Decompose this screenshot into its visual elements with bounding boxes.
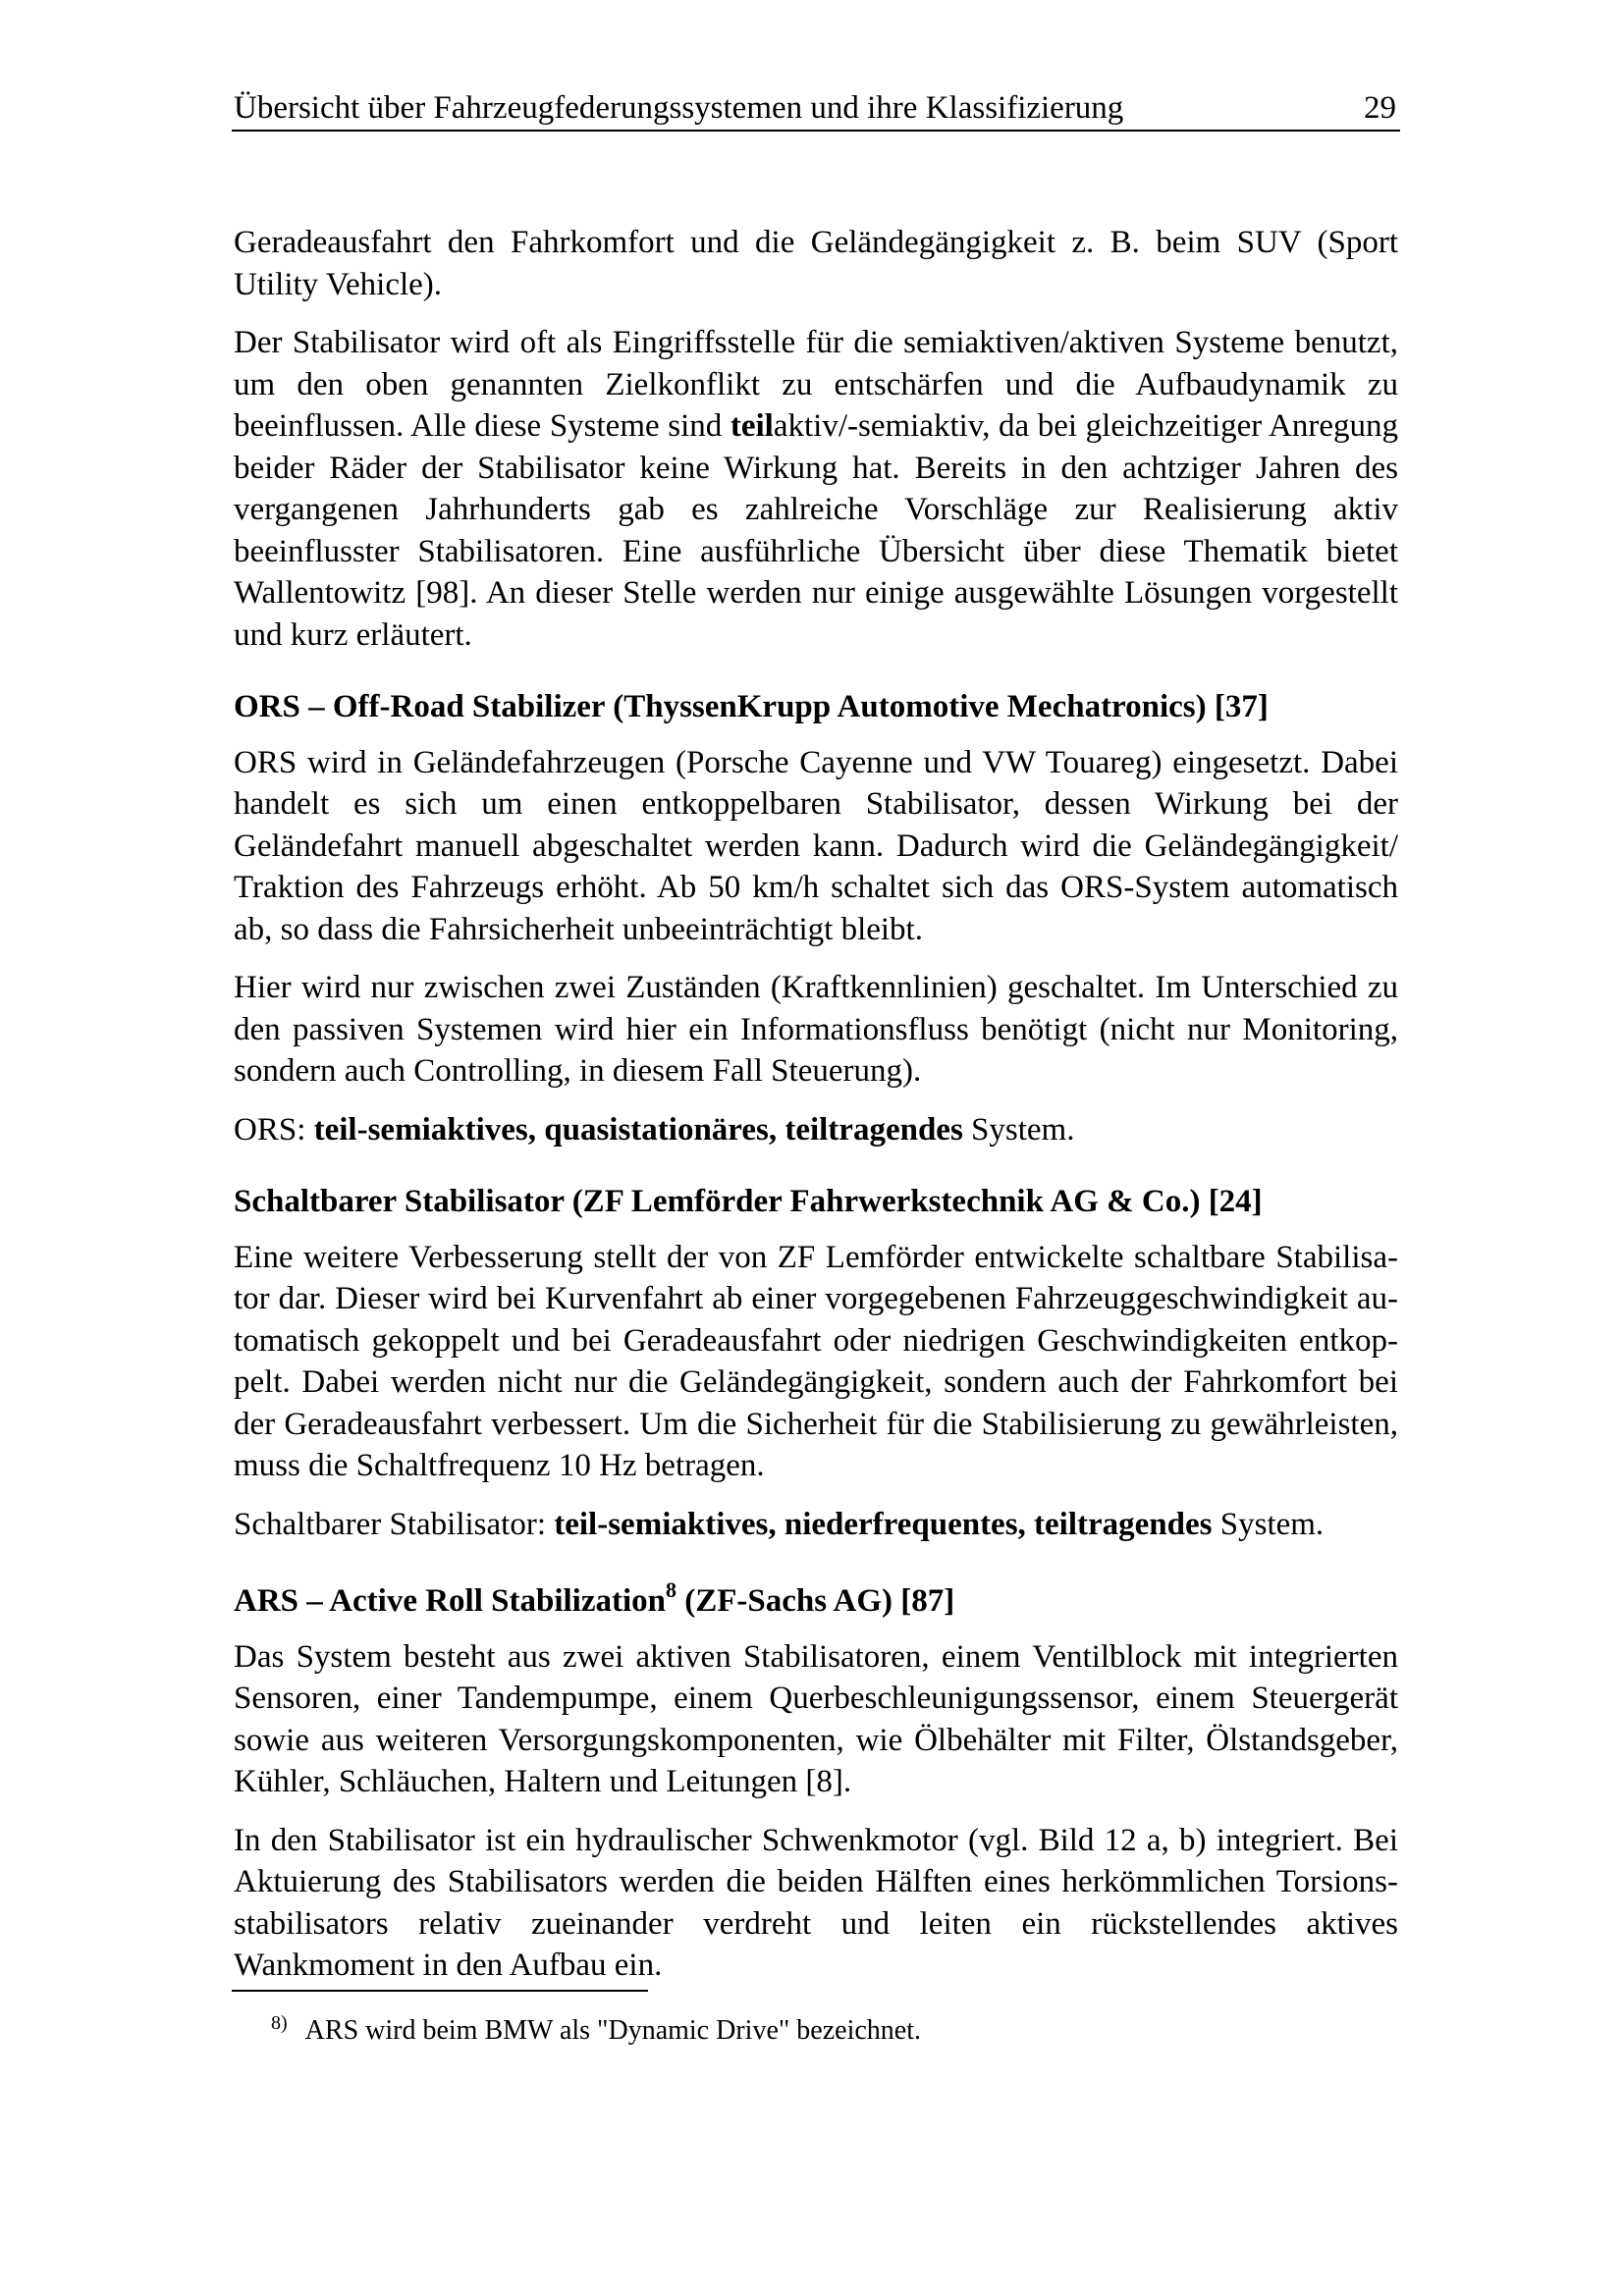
text-run: Der Stabilisator wird oft als Eingriffsstelle für die semiaktiven/aktiven Systeme benutzt, um den oben genannten Zielkonflikt zu entschärfen und die Aufbaudynamik zu beeinflussen. Alle diese Systeme sind	[234, 325, 1398, 444]
paragraph-ors-description: ORS wird in Geländefahrzeugen (Porsche Cayenne und VW Touareg) eingesetzt. Dabei handelt es sich um einen entkoppelbaren Stabilisator, dessen Wirkung bei der Geländefahrt manuell abgeschaltet werden kann. Dadurch wird die Geländegängigkeit/ Traktion des Fahrzeugs erhöht. Ab 50 km/h schaltet sich das ORS-System automatisch ab, so dass die Fahrsicherheit unbeeinträchtigt bleibt.	[234, 744, 1398, 947]
footnote-text: ARS wird beim BMW als "Dynamic Drive" bezeichnet.	[304, 2015, 921, 2046]
paragraph-ars-components: Das System besteht aus zwei aktiven Stabilisatoren, einem Ventilblock mit integrierten Sensoren, einer Tandempumpe, einem Querbeschleunigungssensor, einem Steuergerät sowie aus weiteren Versorgungskomponenten, wie Ölbehälter mit Filter, Ölstandsgeber, Kühler, Schläuchen, Haltern und Leitungen [8].	[234, 1638, 1398, 1799]
section-heading-ars	[234, 1577, 1398, 1623]
text-run: System.	[1212, 1506, 1325, 1542]
text-run: aktiv/-semiaktiv, da bei gleichzeitiger Anregung beider Räder der Stabilisator keine Wirkung hat. Bereits in den achtziger Jahren des vergangenen Jahrhunderts gab es zahlreiche Vorschläge zur Realisierung aktiv beeinflusster Stabilisatoren. Eine ausführliche Übersicht über diese Thematik bietet Wallentowitz [98]. An dieser Stelle werden nur einige ausgewählte Lösungen vorgestellt und kurz erläutert.	[234, 408, 1398, 653]
paragraph-ors-classification	[234, 1109, 1398, 1151]
footnote	[271, 2014, 921, 2048]
section-heading-ors: ORS – Off-Road Stabilizer (ThyssenKrupp Automotive Mechatronics) [37]	[234, 689, 1269, 724]
section-heading-schaltbarer-stabilisator: Schaltbarer Stabilisator (ZF Lemförder Fahrwerkstechnik AG & Co.) [24]	[234, 1184, 1263, 1219]
paragraph-ars-function: In den Stabilisator ist ein hydraulischer Schwenkmotor (vgl. Bild 12 a, b) integriert. Bei Aktuierung des Stabilisators werden die beiden Hälften eines herkömmlichen Torsionsstabilisators relativ zueinander verdreht und leiten ein rückstellendes aktives Wankmoment in den Aufbau ein.	[234, 1822, 1398, 1983]
paragraph-schaltbarer-description: Eine weitere Verbesserung stellt der von ZF Lemförder entwickelte schaltbare Stabilisator dar. Dieser wird bei Kurvenfahrt ab einer vorgegebenen Fahrzeuggeschwindigkeit automatisch gekoppelt und bei Geradeausfahrt oder niedrigen Geschwindigkeiten entkoppelt. Dabei werden nicht nur die Geländegängigkeit, sondern auch der Fahrkomfort bei der Geradeausfahrt verbessert. Um die Sicherheit für die Stabilisierung zu gewährleisten, muss die Schaltfrequenz 10 Hz betragen.	[234, 1239, 1398, 1483]
paragraph-continuation: Geradeausfahrt den Fahrkomfort und die Geländegängigkeit z. B. beim SUV (Sport Utility Vehicle).	[234, 225, 1398, 302]
footnote-reference: 8	[666, 1577, 677, 1602]
footnote-mark: 8)	[271, 2012, 288, 2034]
paragraph-schaltbarer-classification	[234, 1504, 1398, 1546]
heading-text: (ZF-Sachs AG) [87]	[676, 1583, 955, 1619]
paragraph-ors-states: Hier wird nur zwischen zwei Zuständen (Kraftkennlinien) geschaltet. Im Unterschied zu den passiven Systemen wird hier ein Informationsfluss benötigt (nicht nur Monitoring, sondern auch Controlling, in diesem Fall Steuerung).	[234, 970, 1398, 1089]
bold-run: teil-semiaktives, quasistationäres, teiltragendes	[313, 1111, 963, 1148]
page-body	[234, 222, 1398, 1987]
running-header	[232, 84, 1400, 132]
footnote-separator	[232, 1990, 648, 1992]
text-run: System.	[962, 1111, 1075, 1148]
text-run: Schaltbarer Stabilisator:	[234, 1506, 555, 1542]
bold-run: teil-semiaktives, niederfrequentes, teiltragendes	[554, 1506, 1213, 1542]
paragraph-stabilisator-intro	[234, 322, 1398, 656]
text-run: ORS:	[234, 1111, 314, 1148]
heading-text: ARS – Active Roll Stabilization	[234, 1583, 667, 1619]
page-number: 29	[1364, 90, 1396, 126]
header-title: Übersicht über Fahrzeugfederungssystemen und ihre Klassifizierung	[234, 90, 1124, 126]
bold-run: teil	[730, 408, 774, 444]
